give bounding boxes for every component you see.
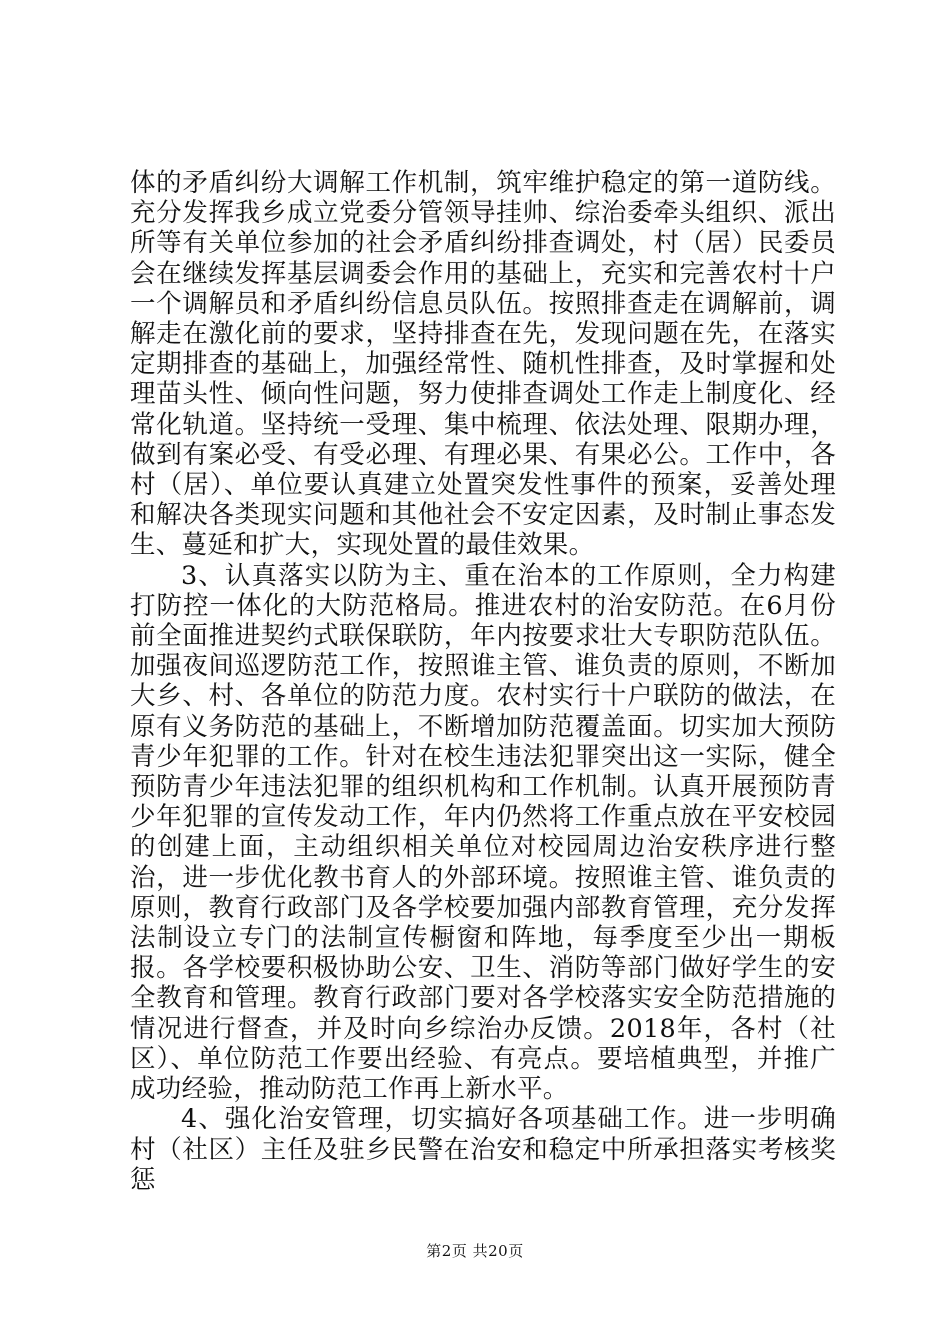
page-number-footer: 第2页 共20页 — [426, 1242, 524, 1260]
paragraph-item-4: 4、强化治安管理，切实搞好各项基础工作。进一步明确村（社区）主任及驻乡民警在治安和稳定中所承担落实考核奖惩 — [130, 1104, 836, 1195]
paragraph-continuation: 体的矛盾纠纷大调解工作机制，筑牢维护稳定的第一道防线。充分发挥我乡成立党委分管领导挂帅、综治委牵头组织、派出所等有关单位参加的社会矛盾纠纷排查调处，村（居）民委员会在继续发挥基层调委会作用的基础上，充实和完善农村十户一个调解员和矛盾纠纷信息员队伍。按照排查走在调解前，调解走在激化前的要求，坚持排查在先，发现问题在先，在落实定期排查的基础上，加强经常性、随机性排查，及时掌握和处理苗头性、倾向性问题，努力使排查调处工作走上制度化、经常化轨道。坚持统一受理、集中梳理、依法处理、限期办理，做到有案必受、有受必理、有理必果、有果必公。工作中，各村（居）、单位要认真建立处置突发性事件的预案，妥善处理和解决各类现实问题和其他社会不安定因素，及时制止事态发生、蔓延和扩大，实现处置的最佳效果。 — [130, 168, 836, 561]
paragraph-item-3: 3、认真落实以防为主、重在治本的工作原则，全力构建打防控一体化的大防范格局。推进农村的治安防范。在6月份前全面推进契约式联保联防，年内按要求壮大专职防范队伍。加强夜间巡逻防范工作，按照谁主管、谁负责的原则，不断加大乡、村、各单位的防范力度。农村实行十户联防的做法，在原有义务防范的基础上，不断增加防范覆盖面。切实加大预防青少年犯罪的工作。针对在校生违法犯罪突出这一实际，健全预防青少年违法犯罪的组织机构和工作机制。认真开展预防青少年犯罪的宣传发动工作，年内仍然将工作重点放在平安校园的创建上面，主动组织相关单位对校园周边治安秩序进行整治，进一步优化教书育人的外部环境。按照谁主管、谁负责的原则，教育行政部门及各学校要加强内部教育管理，充分发挥法制设立专门的法制宣传橱窗和阵地，每季度至少出一期板报。各学校要积极协助公安、卫生、消防等部门做好学生的安全教育和管理。教育行政部门要对各学校落实安全防范措施的情况进行督查，并及时向乡综治办反馈。2018年，各村（社区）、单位防范工作要出经验、有亮点。要培植典型，并推广成功经验，推动防范工作再上新水平。 — [130, 560, 836, 1105]
document-body — [130, 168, 836, 1195]
